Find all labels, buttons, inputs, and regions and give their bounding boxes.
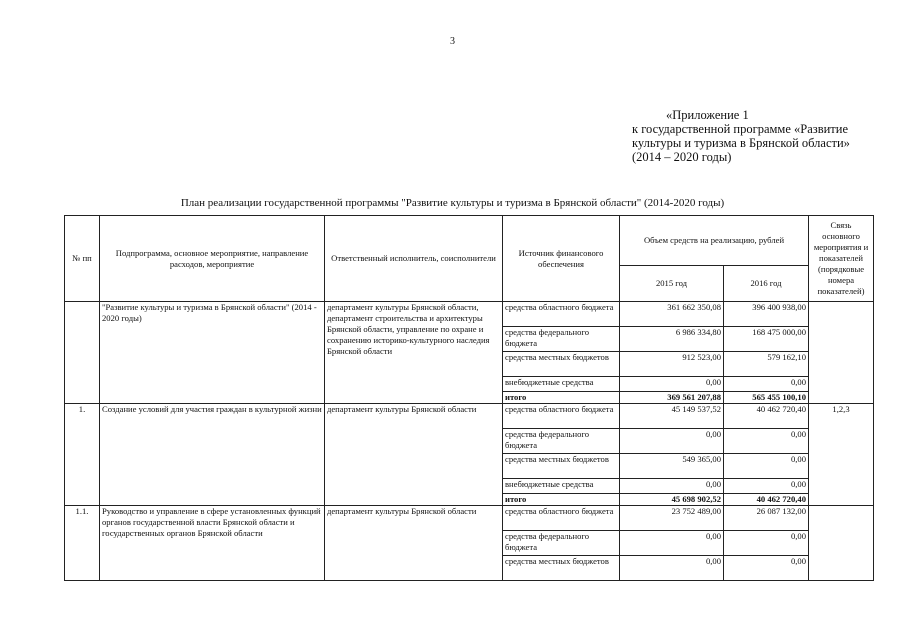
appendix-line-2: к государственной программе «Развитие — [632, 122, 848, 136]
header-name: Подпрограмма, основное мероприятие, направление расходов, мероприятие — [100, 216, 325, 302]
header-year-2015: 2015 год — [620, 266, 724, 302]
row-source: итого — [503, 392, 620, 404]
header-executor: Ответственный исполнитель, соисполнители — [325, 216, 503, 302]
row-source: внебюджетные средства — [503, 479, 620, 494]
row-source: средства местных бюджетов — [503, 454, 620, 479]
page-number: 3 — [450, 36, 455, 47]
row-value-2016: 40 462 720,40 — [724, 494, 809, 506]
row-source: средства областного бюджета — [503, 302, 620, 327]
row-source: средства федерального бюджета — [503, 531, 620, 556]
row-value-2015: 0,00 — [620, 479, 724, 494]
row-value-2015: 549 365,00 — [620, 454, 724, 479]
row-value-2016: 0,00 — [724, 479, 809, 494]
appendix-line-3: культуры и туризма в Брянской области» — [632, 136, 850, 150]
row-executor: департамент культуры Брянской области — [325, 506, 503, 581]
row-link — [809, 506, 874, 581]
header-volume: Объем средств на реализацию, рублей — [620, 216, 809, 266]
row-value-2015: 45 698 902,52 — [620, 494, 724, 506]
table-row — [65, 302, 874, 327]
row-value-2015: 369 561 207,88 — [620, 392, 724, 404]
appendix-block — [632, 108, 850, 164]
row-value-2016: 168 475 000,00 — [724, 327, 809, 352]
row-num: 1. — [65, 404, 100, 506]
row-link — [809, 302, 874, 404]
row-value-2015: 0,00 — [620, 377, 724, 392]
row-value-2016: 40 462 720,40 — [724, 404, 809, 429]
row-source: средства областного бюджета — [503, 404, 620, 429]
header-year-2016: 2016 год — [724, 266, 809, 302]
row-value-2015: 0,00 — [620, 556, 724, 581]
row-value-2015: 361 662 350,08 — [620, 302, 724, 327]
row-value-2016: 0,00 — [724, 556, 809, 581]
row-value-2016: 0,00 — [724, 429, 809, 454]
row-value-2016: 579 162,10 — [724, 352, 809, 377]
appendix-line-4: (2014 – 2020 годы) — [632, 150, 732, 164]
header-num: № пп — [65, 216, 100, 302]
row-value-2015: 45 149 537,52 — [620, 404, 724, 429]
row-value-2015: 0,00 — [620, 429, 724, 454]
document-title: План реализации государственной программы "Развитие культуры и туризма в Брянской области" (2014-2020 годы) — [180, 197, 725, 209]
row-source: средства местных бюджетов — [503, 352, 620, 377]
row-value-2015: 23 752 489,00 — [620, 506, 724, 531]
table-row — [65, 506, 874, 531]
row-name: Создание условий для участия граждан в культурной жизни — [100, 404, 325, 506]
plan-table-container — [64, 215, 873, 581]
table-row — [65, 404, 874, 429]
row-source: средства местных бюджетов — [503, 556, 620, 581]
header-sources: Источник финансового обеспечения — [503, 216, 620, 302]
row-value-2015: 6 986 334,80 — [620, 327, 724, 352]
row-source: внебюджетные средства — [503, 377, 620, 392]
row-executor: департамент культуры Брянской области, департамент строительства и архитектуры Брянской области, управление по охране и сохранению историко-культурного наследия Брянской области — [325, 302, 503, 404]
row-source: средства федерального бюджета — [503, 429, 620, 454]
row-value-2015: 912 523,00 — [620, 352, 724, 377]
row-source: средства федерального бюджета — [503, 327, 620, 352]
row-name: Руководство и управление в сфере установленных функций органов государственной власти Брянской области и государственных органов Брянской области — [100, 506, 325, 581]
appendix-line-1: «Приложение 1 — [666, 108, 749, 122]
row-value-2016: 0,00 — [724, 454, 809, 479]
row-link: 1,2,3 — [809, 404, 874, 506]
row-value-2016: 565 455 100,10 — [724, 392, 809, 404]
row-value-2016: 0,00 — [724, 377, 809, 392]
row-source: итого — [503, 494, 620, 506]
header-link: Связь основного мероприятия и показателей (порядковые номера показателей) — [809, 216, 874, 302]
plan-table — [64, 215, 874, 581]
row-value-2016: 396 400 938,00 — [724, 302, 809, 327]
row-executor: департамент культуры Брянской области — [325, 404, 503, 506]
row-value-2016: 0,00 — [724, 531, 809, 556]
row-num — [65, 302, 100, 404]
row-source: средства областного бюджета — [503, 506, 620, 531]
row-name: "Развитие культуры и туризма в Брянской области" (2014 - 2020 годы) — [100, 302, 325, 404]
row-value-2015: 0,00 — [620, 531, 724, 556]
row-num: 1.1. — [65, 506, 100, 581]
plan-table-body — [65, 302, 874, 581]
row-value-2016: 26 087 132,00 — [724, 506, 809, 531]
